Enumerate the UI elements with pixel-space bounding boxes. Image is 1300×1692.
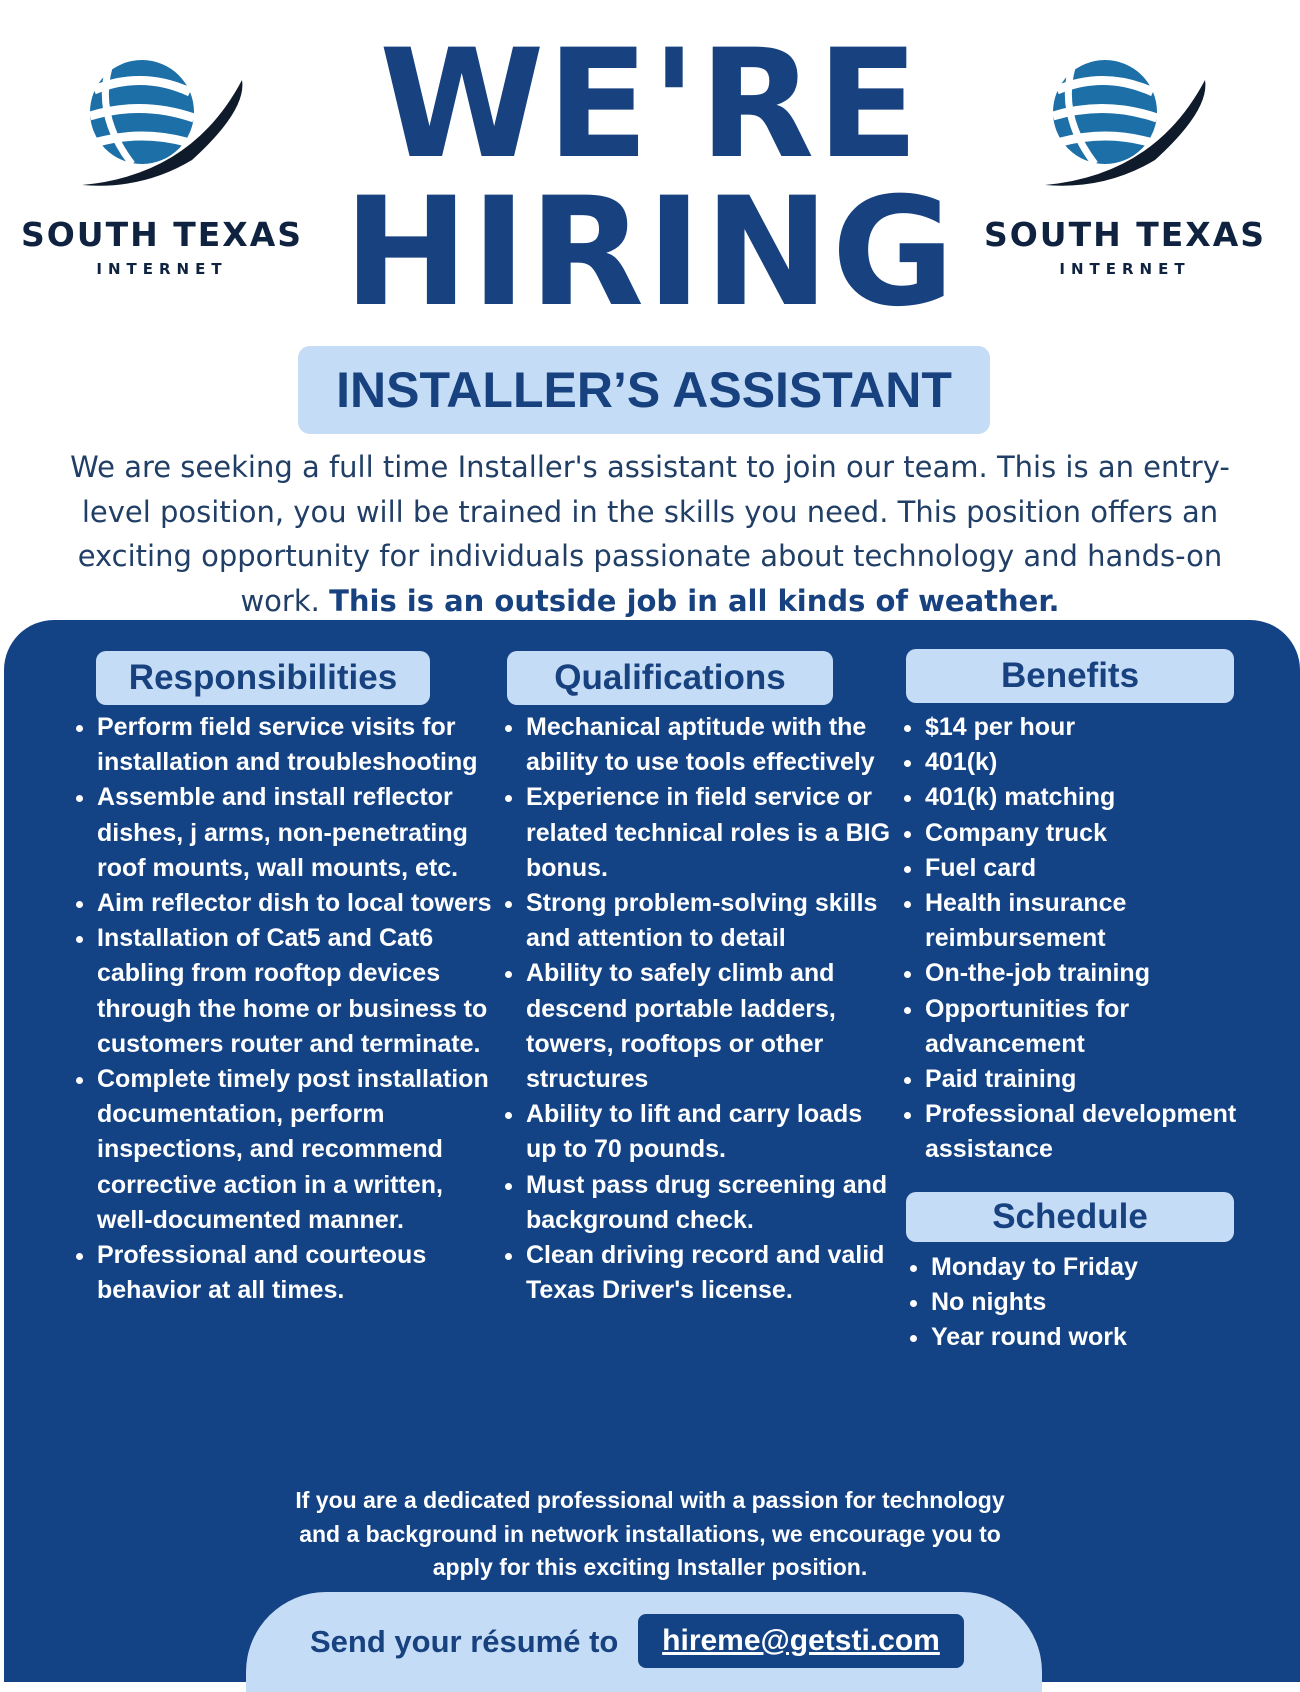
list-item: • No nights	[931, 1285, 1261, 1320]
schedule-list	[904, 1250, 1261, 1356]
list-item: • Opportunities for advancement	[925, 992, 1270, 1062]
list-item: • Professional and courteous behavior at all times.	[97, 1238, 497, 1308]
logo-sub-text: INTERNET	[1059, 260, 1191, 278]
globe-swoosh-icon	[72, 50, 252, 200]
intro-emphasis: This is an outside job in all kinds of weather.	[329, 583, 1060, 618]
schedule-heading-text: Schedule	[992, 1197, 1148, 1236]
list-item: • 401(k)	[925, 745, 1270, 780]
logo-brand-text: SOUTH TEXAS	[20, 215, 304, 254]
list-item: • On-the-job training	[925, 956, 1270, 991]
headline-line-1: WE'RE	[379, 18, 921, 192]
list-item: • Health insurance reimbursement	[925, 886, 1270, 956]
benefits-heading	[906, 649, 1234, 703]
responsibilities-heading	[96, 651, 430, 705]
list-item: • Ability to safely climb and descend portable ladders, towers, rooftops or other structures	[526, 956, 896, 1097]
list-item: • Strong problem-solving skills and attention to detail	[526, 886, 896, 956]
list-item: • Mechanical aptitude with the ability to use tools effectively	[526, 710, 896, 780]
list-item: • Clean driving record and valid Texas Driver's license.	[526, 1238, 896, 1308]
closing-paragraph: If you are a dedicated professional with a passion for technology and a background in network installations, we encourage you to apply for this exciting Installer position.	[295, 1487, 1005, 1580]
email-link[interactable]: hireme@getsti.com	[638, 1614, 964, 1668]
benefits-list	[898, 710, 1270, 1168]
list-item: • Aim reflector dish to local towers	[97, 886, 497, 921]
list-item: • Professional development assistance	[925, 1097, 1270, 1167]
list-item: • Perform field service visits for installation and troubleshooting	[97, 710, 497, 780]
qualifications-heading	[507, 651, 833, 705]
list-item: • Ability to lift and carry loads up to 70 pounds.	[526, 1097, 896, 1167]
list-item: • Experience in field service or related technical roles is a BIG bonus.	[526, 780, 896, 886]
schedule-heading	[906, 1192, 1234, 1242]
list-item: • Year round work	[931, 1320, 1261, 1355]
logo-sub-text: INTERNET	[96, 260, 228, 278]
responsibilities-heading-text: Responsibilities	[128, 658, 398, 697]
position-title-banner	[298, 346, 990, 434]
list-item: • Complete timely post installation documentation, perform inspections, and recommend corrective action in a written, well-documented manner.	[97, 1062, 497, 1238]
cta-label: Send your résumé to	[310, 1624, 619, 1659]
list-item: • $14 per hour	[925, 710, 1270, 745]
list-item: • Monday to Friday	[931, 1250, 1261, 1285]
position-title: INSTALLER’S ASSISTANT	[336, 362, 952, 418]
list-item: • Paid training	[925, 1062, 1270, 1097]
globe-swoosh-icon	[1035, 50, 1215, 200]
logo-right	[975, 50, 1275, 290]
list-item: • Company truck	[925, 816, 1270, 851]
logo-left	[12, 50, 312, 290]
list-item: • Must pass drug screening and background check.	[526, 1168, 896, 1238]
logo-brand-text: SOUTH TEXAS	[983, 215, 1267, 254]
intro-paragraph	[40, 445, 1260, 623]
benefits-heading-text: Benefits	[1000, 656, 1140, 695]
qualifications-heading-text: Qualifications	[554, 658, 786, 697]
intro-text: We are seeking a full time Installer's assistant to join our team. This is an entry-level position, you will be trained in the skills you need. This position offers an exciting opportunity for individuals passionate about technology and hands-on work.	[70, 450, 1230, 618]
list-item: • Installation of Cat5 and Cat6 cabling from rooftop devices through the home or business to customers router and terminate.	[97, 921, 497, 1062]
list-item: • 401(k) matching	[925, 780, 1270, 815]
headline-line-2: HIRING	[343, 166, 957, 340]
apply-cta	[246, 1592, 1042, 1692]
list-item: • Assemble and install reflector dishes, j arms, non-penetrating roof mounts, wall mounts, etc.	[97, 780, 497, 886]
responsibilities-list	[70, 710, 497, 1308]
list-item: • Fuel card	[925, 851, 1270, 886]
qualifications-list	[499, 710, 896, 1308]
